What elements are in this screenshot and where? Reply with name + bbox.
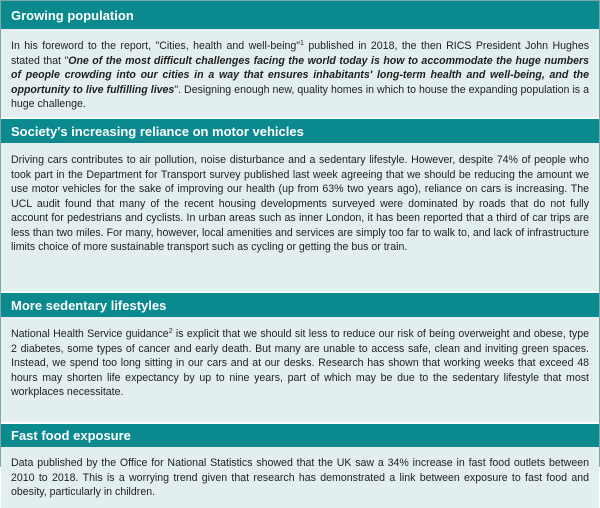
footnote-marker: 2 — [168, 328, 173, 335]
section-growing-population — [1, 1, 599, 117]
section-fast-food — [1, 424, 599, 508]
section-heading: More sedentary lifestyles — [1, 293, 599, 317]
section-body — [1, 143, 599, 291]
section-heading: Society's increasing reliance on motor vehicles — [1, 119, 599, 143]
paragraph-text: Driving cars contributes to air pollution, noise disturbance and a sedentary lifestyle. However, despite 74% of people who took part in the Department for Transport survey published last week agreeing that we should be reducing the amount we use motor vehicles for the sake of improving our health (up from 63% two years ago), reliance on cars is increasing. The UCL audit found that many of the recent housing developments surveyed were dominated by roads that do not fully account for pedestrians and cyclists. In urban areas such as inner London, it has been reported that a third of car trips are less than two miles. For many, however, local amenities and services are simply too far to walk to, and lack of infrastructure limits choice of more sustainable transport such as cycling or getting the bus or train. — [11, 154, 589, 253]
section-motor-vehicles — [1, 119, 599, 291]
paragraph-text: ". Designing enough new, quality homes in which to house the expanding population is a huge challenge. — [11, 83, 590, 110]
paragraph-text: National Health Service guidance — [11, 328, 169, 340]
section-heading: Growing population — [1, 1, 599, 29]
section-heading: Fast food exposure — [1, 424, 599, 447]
section-body — [1, 29, 599, 117]
paragraph-text: published in 2018, the then RICS President John Hughes stated that " — [11, 40, 590, 67]
paragraph-text: In his foreword to the report, "Cities, health and well-being" — [11, 40, 301, 52]
section-body — [1, 317, 599, 422]
paragraph-text: Data published by the Office for National Statistics showed that the UK saw a 34% increase in fast food outlets between 2010 to 2018. This is a worrying trend given that research has demonstrated a link between exposure to fast food and obesity, particularly in children. — [11, 457, 589, 498]
highlighted-quote: One of the most difficult challenges facing the world today is how to accommodate the huge numbers of people crowding into our cities in a way that ensures inhabitants' long-term health and well-being, and the opportunity to live fulfilling lives — [11, 54, 589, 96]
footnote-marker: 1 — [300, 40, 304, 47]
section-sedentary-lifestyles — [1, 293, 599, 422]
section-body — [1, 447, 599, 508]
paragraph-text: is explicit that we should sit less to reduce our risk of being overweight and obese, type 2 diabetes, some types of cancer and early death. But many are unable to access safe, clean and inviting green spaces. Instead, we spend too long sitting in our cars and at our desks. Research has shown that working weeks that exceed 48 hours may shorten life expectancy by up to nine years, part of which may be due to the sedentary lifestyle that most workplaces necessitate. — [11, 328, 589, 398]
